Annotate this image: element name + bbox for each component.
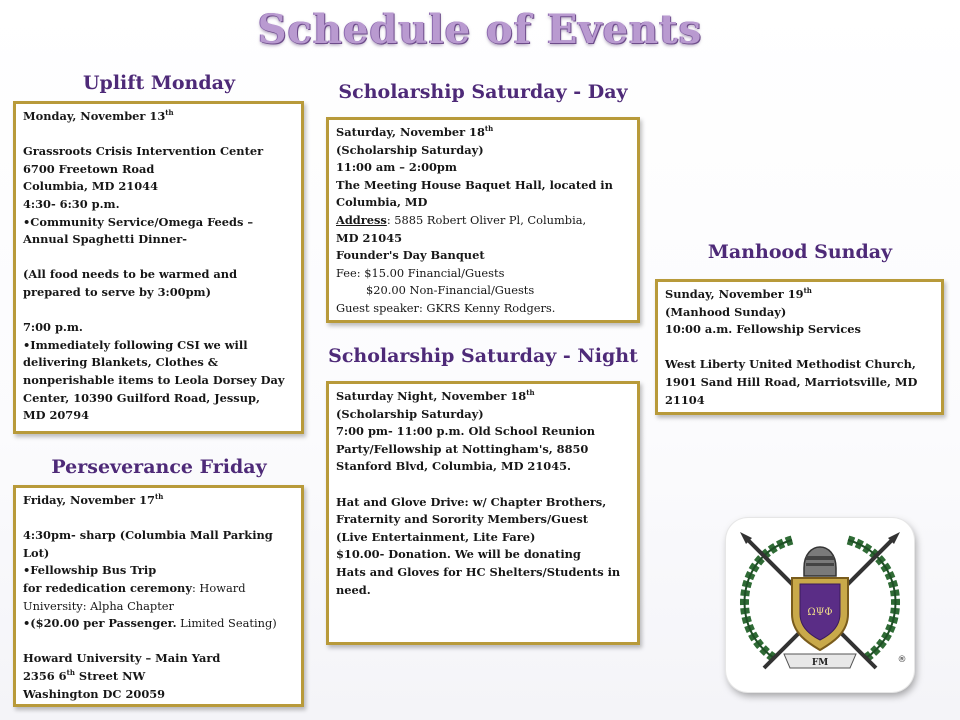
text-line: (Live Entertainment, Lite Fare)	[336, 529, 536, 544]
sat-day-fee: $20.00 Non-Financial/Guests	[366, 283, 535, 298]
sat-day-speaker: Guest speaker: GKRS Kenny Rodgers.	[336, 300, 556, 315]
sat-day-fee: Fee: $15.00 Financial/Guests	[336, 265, 505, 280]
text-line: Hat and Glove Drive: w/ Chapter Brothers,	[336, 494, 607, 509]
sat-night-party-block	[336, 406, 630, 476]
sunday-box	[655, 279, 944, 415]
friday-line: University: Alpha Chapter	[23, 598, 174, 613]
text-line: West Liberty United Methodist Church,	[665, 357, 916, 372]
sat-day-line: Columbia, MD	[336, 195, 428, 210]
sat-day-heading: Scholarship Saturday - Day	[338, 81, 628, 103]
text-line: Stanford Blvd, Columbia, MD 21045.	[336, 459, 572, 474]
friday-line: for rededication ceremony: Howard	[23, 580, 246, 595]
crest-icon	[726, 518, 914, 692]
sat-night-box	[326, 381, 640, 645]
sat-day-date: Saturday, November 18th	[336, 124, 494, 139]
sunday-line: 10:00 a.m. Fellowship Services	[665, 322, 861, 337]
monday-box	[13, 101, 304, 434]
sat-day-line: 11:00 am – 2:00pm	[336, 160, 457, 175]
text-line: 21104	[665, 392, 705, 407]
friday-box	[13, 485, 304, 707]
monday-venue-block	[23, 143, 294, 249]
friday-line: •Fellowship Bus Trip	[23, 563, 157, 578]
page-title: Schedule of Events	[257, 6, 703, 53]
text-line: 7:00 p.m.	[23, 320, 83, 335]
text-line: nonperishable items to Leola Dorsey Day	[23, 372, 285, 387]
sunday-location-block	[665, 356, 934, 409]
text-line: 4:30- 6:30 p.m.	[23, 196, 120, 211]
friday-heading: Perseverance Friday	[51, 456, 267, 478]
registered-mark: ®	[897, 655, 907, 665]
text-line: •Immediately following CSI we will	[23, 337, 248, 352]
sat-day-line: The Meeting House Baquet Hall, located in	[336, 177, 613, 192]
sunday-line: (Manhood Sunday)	[665, 304, 787, 319]
sat-night-heading: Scholarship Saturday - Night	[328, 345, 638, 367]
monday-note-block	[23, 266, 294, 301]
friday-line: Lot)	[23, 545, 50, 560]
friday-location: Washington DC 20059	[23, 686, 166, 701]
crest-letters: ΩΨΦ	[807, 607, 833, 618]
sunday-heading: Manhood Sunday	[707, 241, 893, 263]
sat-day-line: Founder's Day Banquet	[336, 248, 485, 263]
text-line: delivering Blankets, Clothes &	[23, 355, 219, 370]
text-line: Center, 10390 Guilford Road, Jessup,	[23, 390, 260, 405]
sat-day-line: MD 21045	[336, 230, 403, 245]
text-line: (All food needs to be warmed and	[23, 267, 238, 282]
text-line: 7:00 pm- 11:00 p.m. Old School Reunion	[336, 424, 596, 439]
friday-line: 4:30pm- sharp (Columbia Mall Parking	[23, 528, 273, 543]
text-line: Fraternity and Sorority Members/Guest	[336, 512, 589, 527]
friday-location: Howard University – Main Yard	[23, 651, 221, 666]
text-line: 6700 Freetown Road	[23, 161, 155, 176]
monday-delivery-block	[23, 319, 294, 425]
text-line: Columbia, MD 21044	[23, 179, 159, 194]
friday-date: Friday, November 17th	[23, 492, 164, 507]
text-line: 1901 Sand Hill Road, Marriotsville, MD	[665, 374, 918, 389]
sat-day-box	[326, 117, 640, 323]
sat-day-line: (Scholarship Saturday)	[336, 142, 484, 157]
friday-location: 2356 6th Street NW	[23, 668, 146, 683]
crest-banner-text: FM	[811, 658, 829, 668]
text-line: Grassroots Crisis Intervention Center	[23, 144, 264, 159]
text-line: Hats and Gloves for HC Shelters/Students in	[336, 564, 621, 579]
text-line: •Community Service/Omega Feeds –	[23, 214, 254, 229]
text-line: (Scholarship Saturday)	[336, 406, 484, 421]
text-line: MD 20794	[23, 408, 90, 423]
friday-line: •($20.00 per Passenger. Limited Seating)	[23, 616, 277, 631]
sat-night-date: Saturday Night, November 18th	[336, 388, 535, 403]
sunday-date: Sunday, November 19th	[665, 286, 812, 301]
text-line: need.	[336, 582, 371, 597]
text-line: Party/Fellowship at Nottingham's, 8850	[336, 441, 589, 456]
sat-day-address: Address: 5885 Robert Oliver Pl, Columbia,	[336, 212, 587, 227]
text-line: prepared to serve by 3:00pm)	[23, 284, 211, 299]
fraternity-crest-logo	[726, 518, 914, 692]
sat-night-drive-block	[336, 494, 630, 600]
monday-date: Monday, November 13th	[23, 108, 174, 123]
monday-heading: Uplift Monday	[82, 72, 235, 94]
text-line: Annual Spaghetti Dinner-	[23, 232, 187, 247]
text-line: $10.00- Donation. We will be donating	[336, 547, 581, 562]
